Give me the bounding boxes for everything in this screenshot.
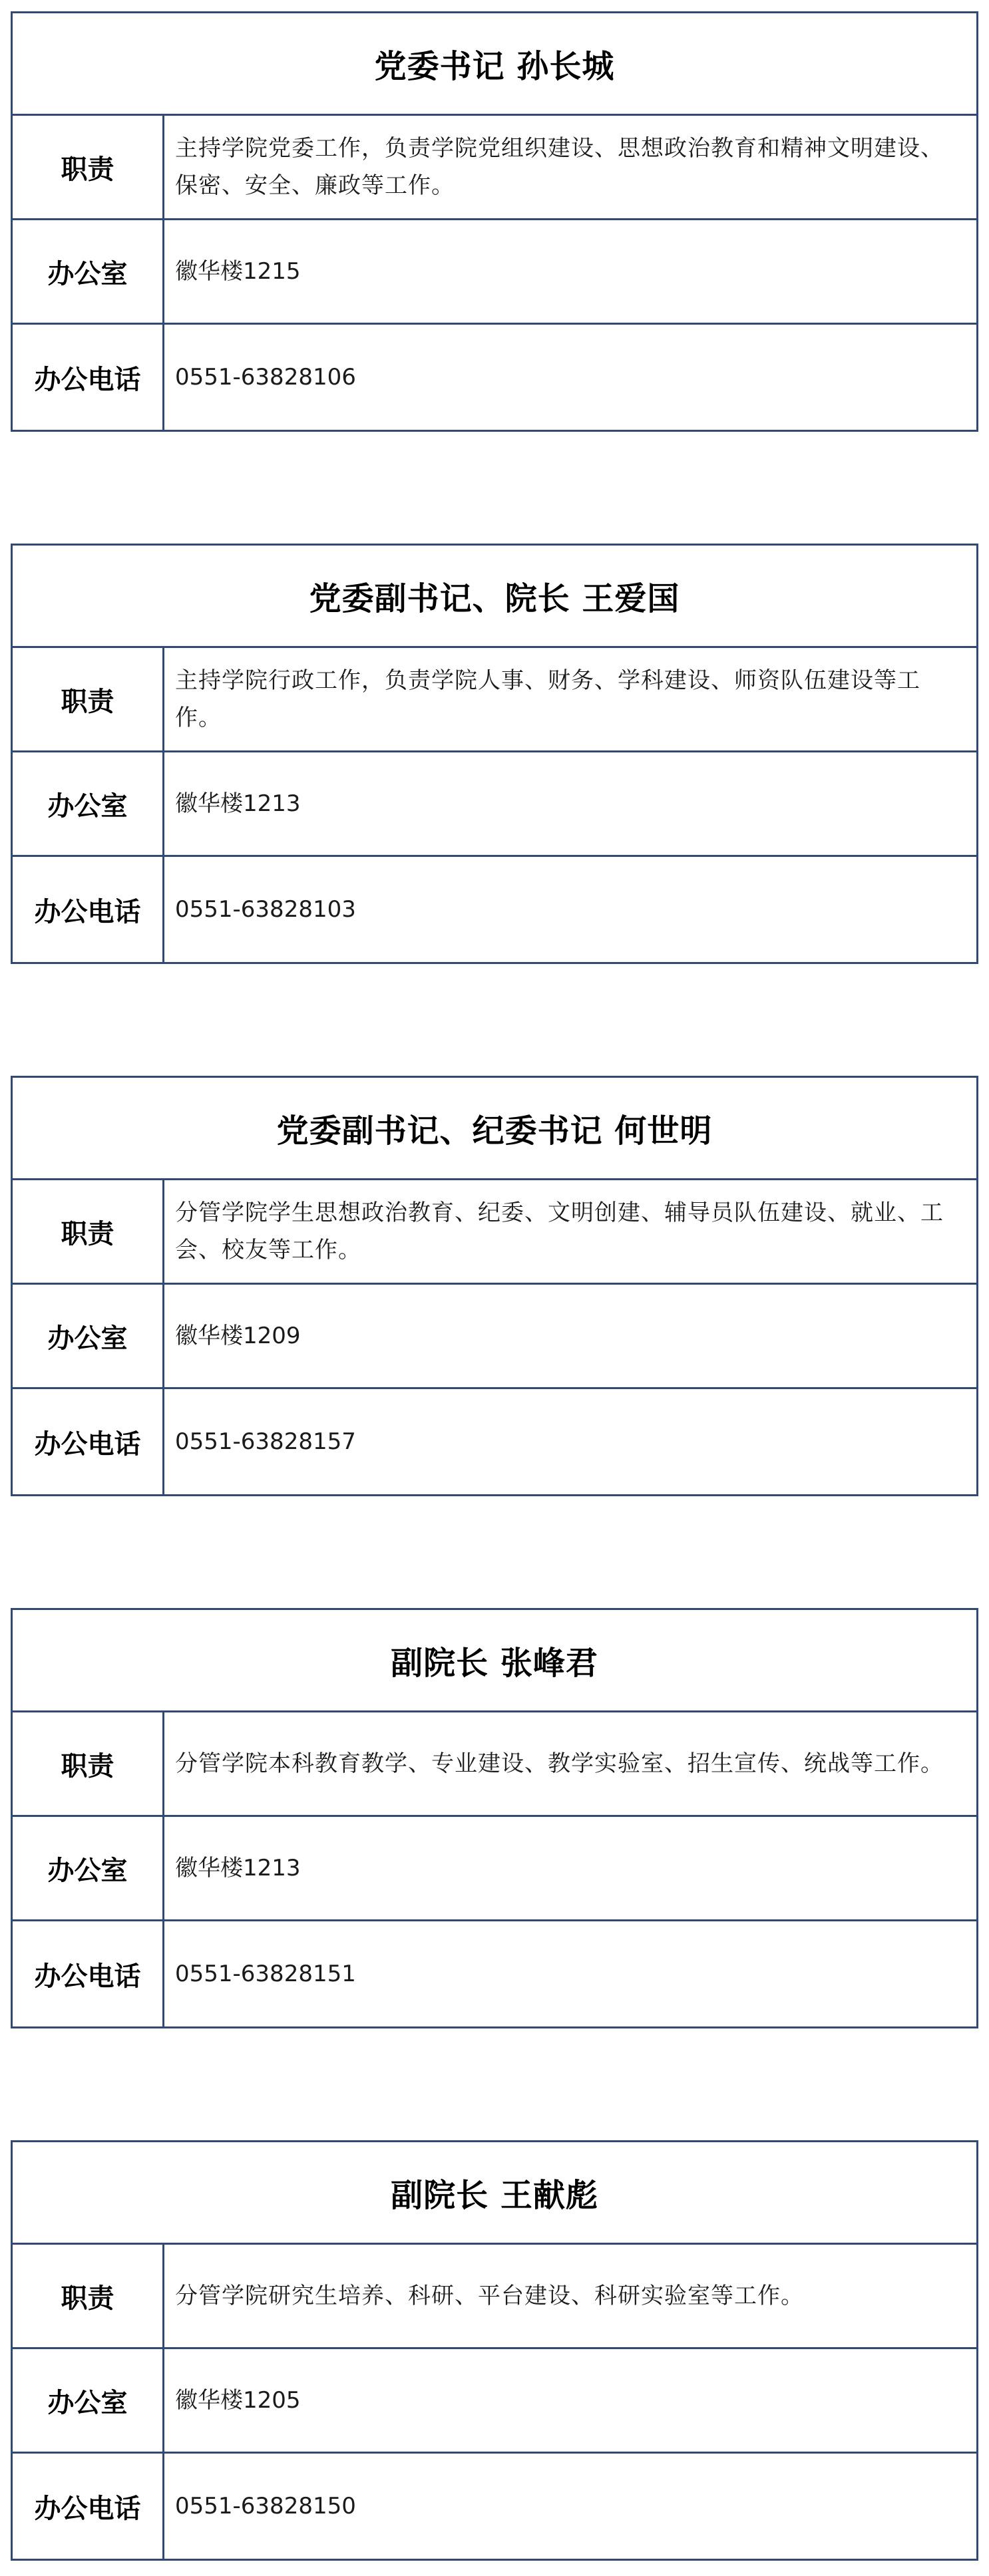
leader-card-4 [11,1608,978,2028]
office-label: 办公室 [13,1817,164,1919]
office-row [13,1817,976,1921]
office-label: 办公室 [13,2349,164,2452]
phone-value: 0551-63828150 [175,2493,356,2519]
phone-value: 0551-63828103 [175,896,356,923]
office-value: 徽华楼1209 [175,1323,301,1349]
duty-label: 职责 [13,1180,164,1283]
office-row [13,1285,976,1389]
phone-label: 办公电话 [13,1921,164,2026]
office-value: 徽华楼1213 [175,1855,301,1881]
phone-row [13,2454,976,2559]
phone-row [13,1921,976,2026]
phone-label: 办公电话 [13,857,164,962]
phone-row [13,857,976,962]
duty-text: 主持学院党委工作，负责学院党组织建设、思想政治教育和精神文明建设、保密、安全、廉政等工作。 [175,135,944,199]
phone-label: 办公电话 [13,325,164,430]
duty-label: 职责 [13,1712,164,1815]
duty-label: 职责 [13,116,164,218]
duty-text: 分管学院研究生培养、科研、平台建设、科研实验室等工作。 [175,2283,804,2309]
leader-card-1 [11,11,978,432]
phone-label: 办公电话 [13,1389,164,1494]
duty-row [13,116,976,220]
office-label: 办公室 [13,1285,164,1387]
office-label: 办公室 [13,220,164,323]
leader-card-5 [11,2140,978,2561]
office-row [13,220,976,325]
duty-row [13,1712,976,1817]
card-title: 党委副书记、院长 王爱国 [13,546,976,648]
duty-text: 主持学院行政工作，负责学院人事、财务、学科建设、师资队伍建设等工作。 [175,667,920,731]
duty-label: 职责 [13,648,164,750]
office-label: 办公室 [13,752,164,855]
office-row [13,752,976,857]
phone-row [13,1389,976,1494]
duty-row [13,2245,976,2349]
phone-value: 0551-63828157 [175,1428,356,1455]
leader-card-3 [11,1076,978,1496]
office-value: 徽华楼1213 [175,790,301,817]
phone-row [13,325,976,430]
phone-value: 0551-63828106 [175,364,356,391]
phone-value: 0551-63828151 [175,1961,356,1987]
card-title: 副院长 王献彪 [13,2142,976,2245]
duty-text: 分管学院学生思想政治教育、纪委、文明创建、辅导员队伍建设、就业、工会、校友等工作。 [175,1200,944,1263]
card-title: 党委书记 孙长城 [13,13,976,116]
phone-label: 办公电话 [13,2454,164,2559]
card-title: 党委副书记、纪委书记 何世明 [13,1078,976,1180]
office-row [13,2349,976,2454]
duty-label: 职责 [13,2245,164,2347]
office-value: 徽华楼1215 [175,258,301,285]
duty-row [13,648,976,752]
office-value: 徽华楼1205 [175,2387,301,2414]
duty-text: 分管学院本科教育教学、专业建设、教学实验室、招生宣传、统战等工作。 [175,1750,944,1777]
duty-row [13,1180,976,1285]
card-title: 副院长 张峰君 [13,1610,976,1712]
leader-card-2 [11,544,978,964]
